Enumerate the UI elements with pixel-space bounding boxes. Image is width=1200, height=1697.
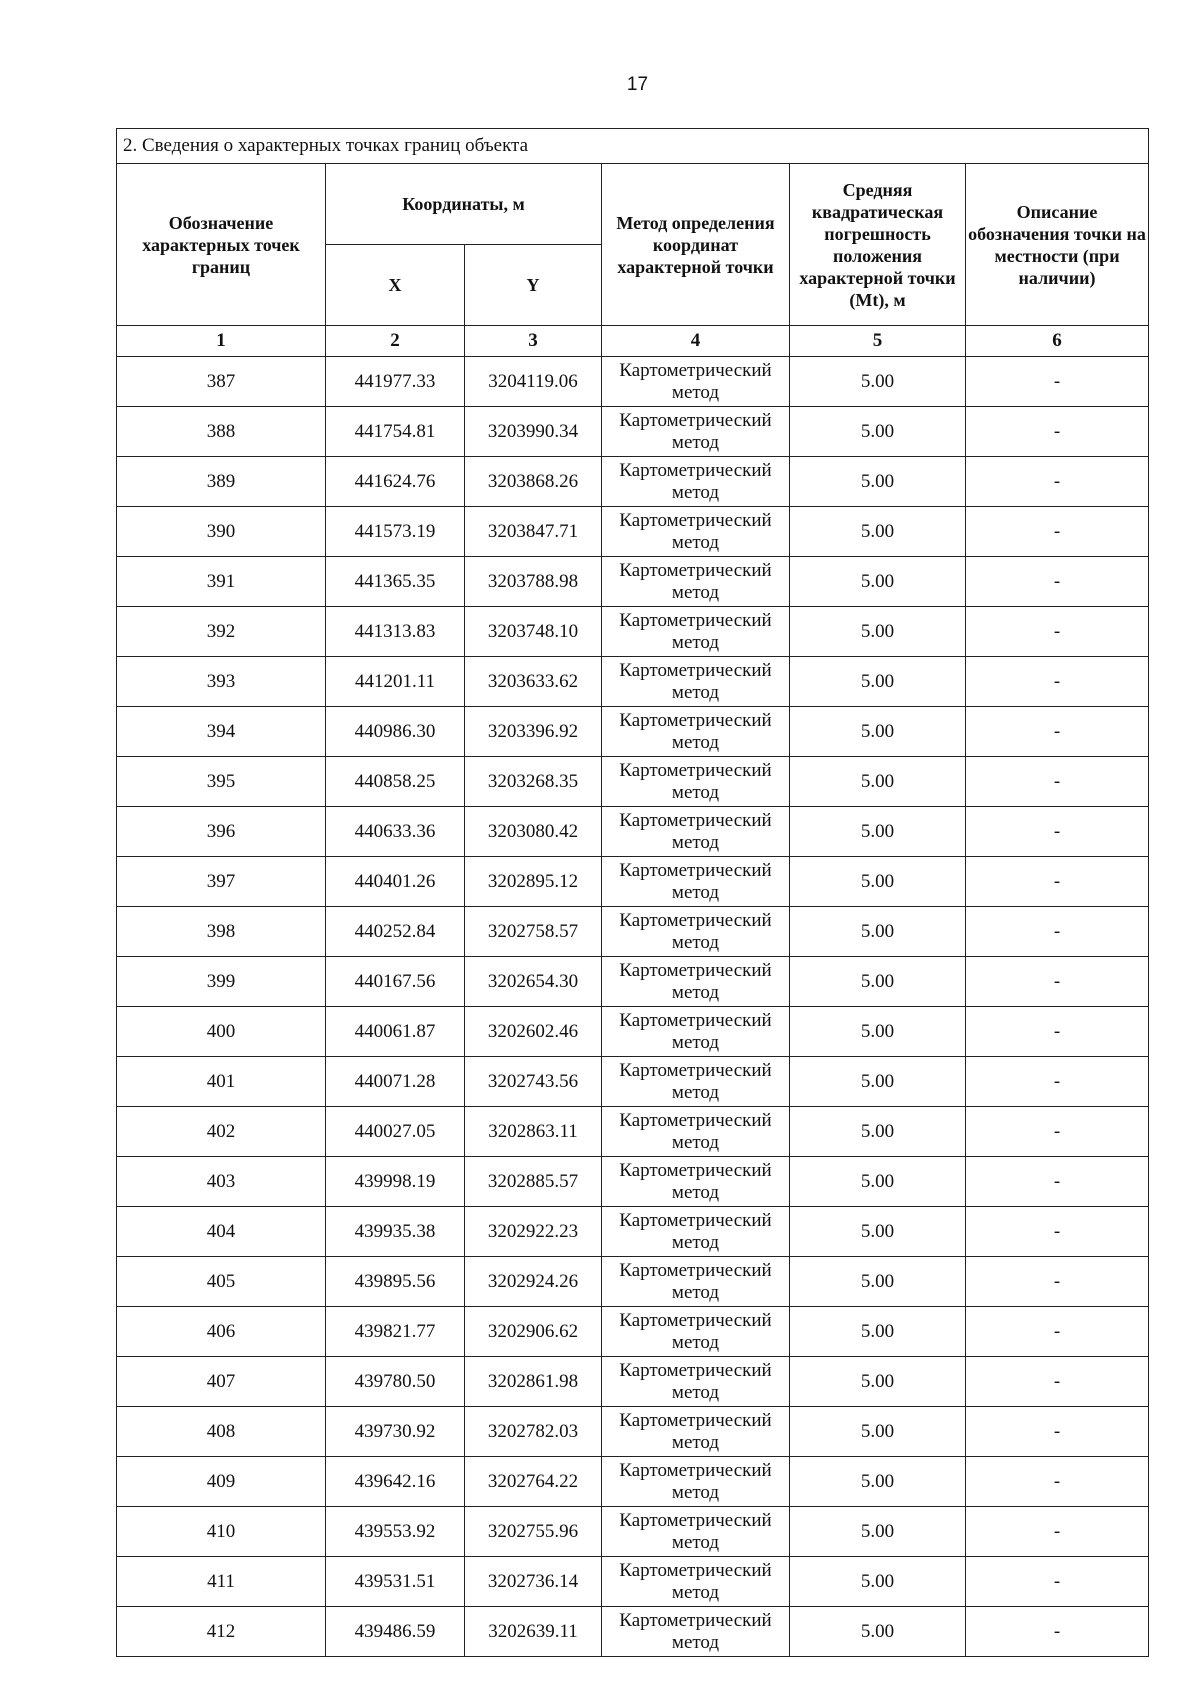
y-coordinate-cell: 3202602.46: [465, 1007, 602, 1057]
error-cell: 5.00: [790, 1507, 966, 1557]
y-coordinate-cell: 3203847.71: [465, 507, 602, 557]
error-cell: 5.00: [790, 407, 966, 457]
point-cell: 393: [117, 657, 326, 707]
point-cell: 394: [117, 707, 326, 757]
description-cell: -: [966, 757, 1149, 807]
description-cell: -: [966, 1607, 1149, 1657]
y-coordinate-cell: 3202743.56: [465, 1057, 602, 1107]
description-cell: -: [966, 1457, 1149, 1507]
description-cell: -: [966, 1557, 1149, 1607]
table-row: [117, 957, 1149, 1007]
method-cell: Картометрический метод: [602, 557, 790, 607]
header-description: Описание обозначения точки на местности (при наличии): [966, 164, 1149, 326]
x-coordinate-cell: 441365.35: [326, 557, 465, 607]
method-cell: Картометрический метод: [602, 1457, 790, 1507]
error-cell: 5.00: [790, 1207, 966, 1257]
x-coordinate-cell: 439486.59: [326, 1607, 465, 1657]
column-numbers-row: [117, 326, 1149, 357]
x-coordinate-cell: 440986.30: [326, 707, 465, 757]
table-row: [117, 657, 1149, 707]
point-cell: 391: [117, 557, 326, 607]
error-cell: 5.00: [790, 1007, 966, 1057]
error-cell: 5.00: [790, 1157, 966, 1207]
method-cell: Картометрический метод: [602, 357, 790, 407]
description-cell: -: [966, 607, 1149, 657]
description-cell: -: [966, 807, 1149, 857]
point-cell: 401: [117, 1057, 326, 1107]
description-cell: -: [966, 1307, 1149, 1357]
method-cell: Картометрический метод: [602, 957, 790, 1007]
table-row: [117, 1457, 1149, 1507]
table-row: [117, 557, 1149, 607]
error-cell: 5.00: [790, 1257, 966, 1307]
description-cell: -: [966, 707, 1149, 757]
y-coordinate-cell: 3202906.62: [465, 1307, 602, 1357]
method-cell: Картометрический метод: [602, 1157, 790, 1207]
point-cell: 412: [117, 1607, 326, 1657]
description-cell: -: [966, 857, 1149, 907]
x-coordinate-cell: 440858.25: [326, 757, 465, 807]
table-row: [117, 1007, 1149, 1057]
y-coordinate-cell: 3203788.98: [465, 557, 602, 607]
table-row: [117, 757, 1149, 807]
table-row: [117, 1357, 1149, 1407]
error-cell: 5.00: [790, 757, 966, 807]
error-cell: 5.00: [790, 1357, 966, 1407]
description-cell: -: [966, 957, 1149, 1007]
point-cell: 395: [117, 757, 326, 807]
description-cell: -: [966, 1057, 1149, 1107]
description-cell: -: [966, 1207, 1149, 1257]
point-cell: 399: [117, 957, 326, 1007]
description-cell: -: [966, 1407, 1149, 1457]
x-coordinate-cell: 440071.28: [326, 1057, 465, 1107]
method-cell: Картометрический метод: [602, 1357, 790, 1407]
error-cell: 5.00: [790, 1057, 966, 1107]
table-row: [117, 1407, 1149, 1457]
y-coordinate-cell: 3202895.12: [465, 857, 602, 907]
point-cell: 396: [117, 807, 326, 857]
point-cell: 389: [117, 457, 326, 507]
error-cell: 5.00: [790, 1457, 966, 1507]
y-coordinate-cell: 3203990.34: [465, 407, 602, 457]
y-coordinate-cell: 3204119.06: [465, 357, 602, 407]
table-row: [117, 857, 1149, 907]
method-cell: Картометрический метод: [602, 607, 790, 657]
error-cell: 5.00: [790, 557, 966, 607]
description-cell: -: [966, 407, 1149, 457]
y-coordinate-cell: 3202922.23: [465, 1207, 602, 1257]
y-coordinate-cell: 3202764.22: [465, 1457, 602, 1507]
method-cell: Картометрический метод: [602, 1607, 790, 1657]
y-coordinate-cell: 3202639.11: [465, 1607, 602, 1657]
error-cell: 5.00: [790, 1557, 966, 1607]
description-cell: -: [966, 1257, 1149, 1307]
x-coordinate-cell: 439998.19: [326, 1157, 465, 1207]
table-row: [117, 357, 1149, 407]
description-cell: -: [966, 1157, 1149, 1207]
y-coordinate-cell: 3203396.92: [465, 707, 602, 757]
page-number: 17: [626, 74, 649, 95]
column-number: 5: [790, 326, 966, 357]
y-coordinate-cell: 3202861.98: [465, 1357, 602, 1407]
method-cell: Картометрический метод: [602, 1307, 790, 1357]
column-number: 2: [326, 326, 465, 357]
column-number: 1: [117, 326, 326, 357]
y-coordinate-cell: 3202755.96: [465, 1507, 602, 1557]
method-cell: Картометрический метод: [602, 1407, 790, 1457]
section-title: 2. Сведения о характерных точках границ объекта: [117, 129, 1149, 164]
point-cell: 404: [117, 1207, 326, 1257]
column-number: 3: [465, 326, 602, 357]
error-cell: 5.00: [790, 607, 966, 657]
error-cell: 5.00: [790, 507, 966, 557]
point-cell: 402: [117, 1107, 326, 1157]
y-coordinate-cell: 3203268.35: [465, 757, 602, 807]
method-cell: Картометрический метод: [602, 857, 790, 907]
point-cell: 398: [117, 907, 326, 957]
error-cell: 5.00: [790, 1407, 966, 1457]
point-cell: 406: [117, 1307, 326, 1357]
description-cell: -: [966, 1507, 1149, 1557]
x-coordinate-cell: 439553.92: [326, 1507, 465, 1557]
table-row: [117, 1257, 1149, 1307]
x-coordinate-cell: 439531.51: [326, 1557, 465, 1607]
table-body: [117, 357, 1149, 1657]
table-row: [117, 1057, 1149, 1107]
table-row: [117, 607, 1149, 657]
method-cell: Картометрический метод: [602, 707, 790, 757]
point-cell: 397: [117, 857, 326, 907]
error-cell: 5.00: [790, 857, 966, 907]
boundary-points-section: [116, 128, 1148, 1657]
description-cell: -: [966, 907, 1149, 957]
boundary-points-table: [116, 128, 1149, 1657]
point-cell: 387: [117, 357, 326, 407]
table-row: [117, 707, 1149, 757]
x-coordinate-cell: 441754.81: [326, 407, 465, 457]
x-coordinate-cell: 439935.38: [326, 1207, 465, 1257]
y-coordinate-cell: 3202885.57: [465, 1157, 602, 1207]
x-coordinate-cell: 439730.92: [326, 1407, 465, 1457]
header-method: Метод определения координат характерной точки: [602, 164, 790, 326]
table-row: [117, 1157, 1149, 1207]
table-row: [117, 407, 1149, 457]
table-row: [117, 807, 1149, 857]
y-coordinate-cell: 3203633.62: [465, 657, 602, 707]
table-row: [117, 1507, 1149, 1557]
y-coordinate-cell: 3203748.10: [465, 607, 602, 657]
point-cell: 403: [117, 1157, 326, 1207]
x-coordinate-cell: 440252.84: [326, 907, 465, 957]
x-coordinate-cell: 441201.11: [326, 657, 465, 707]
method-cell: Картометрический метод: [602, 507, 790, 557]
header-x: X: [326, 245, 465, 326]
method-cell: Картометрический метод: [602, 407, 790, 457]
point-cell: 411: [117, 1557, 326, 1607]
x-coordinate-cell: 440401.26: [326, 857, 465, 907]
description-cell: -: [966, 457, 1149, 507]
y-coordinate-cell: 3202758.57: [465, 907, 602, 957]
y-coordinate-cell: 3203080.42: [465, 807, 602, 857]
method-cell: Картометрический метод: [602, 1557, 790, 1607]
point-cell: 388: [117, 407, 326, 457]
description-cell: -: [966, 507, 1149, 557]
y-coordinate-cell: 3202782.03: [465, 1407, 602, 1457]
x-coordinate-cell: 440061.87: [326, 1007, 465, 1057]
description-cell: -: [966, 357, 1149, 407]
x-coordinate-cell: 441977.33: [326, 357, 465, 407]
table-row: [117, 507, 1149, 557]
point-cell: 405: [117, 1257, 326, 1307]
method-cell: Картометрический метод: [602, 807, 790, 857]
table-row: [117, 457, 1149, 507]
header-point: Обозначение характерных точек границ: [117, 164, 326, 326]
header-y: Y: [465, 245, 602, 326]
point-cell: 407: [117, 1357, 326, 1407]
error-cell: 5.00: [790, 457, 966, 507]
y-coordinate-cell: 3202863.11: [465, 1107, 602, 1157]
header-error: Средняя квадратическая погрешность положения характерной точки (Mt), м: [790, 164, 966, 326]
header-row: [117, 164, 1149, 245]
error-cell: 5.00: [790, 657, 966, 707]
error-cell: 5.00: [790, 1107, 966, 1157]
description-cell: -: [966, 657, 1149, 707]
y-coordinate-cell: 3203868.26: [465, 457, 602, 507]
error-cell: 5.00: [790, 907, 966, 957]
point-cell: 400: [117, 1007, 326, 1057]
x-coordinate-cell: 439642.16: [326, 1457, 465, 1507]
method-cell: Картометрический метод: [602, 457, 790, 507]
point-cell: 392: [117, 607, 326, 657]
x-coordinate-cell: 440633.36: [326, 807, 465, 857]
description-cell: -: [966, 557, 1149, 607]
x-coordinate-cell: 440027.05: [326, 1107, 465, 1157]
x-coordinate-cell: 441313.83: [326, 607, 465, 657]
y-coordinate-cell: 3202924.26: [465, 1257, 602, 1307]
table-row: [117, 907, 1149, 957]
method-cell: Картометрический метод: [602, 757, 790, 807]
method-cell: Картометрический метод: [602, 657, 790, 707]
table-row: [117, 1607, 1149, 1657]
section-title-row: [117, 129, 1149, 164]
description-cell: -: [966, 1357, 1149, 1407]
method-cell: Картометрический метод: [602, 1507, 790, 1557]
x-coordinate-cell: 439780.50: [326, 1357, 465, 1407]
table-row: [117, 1207, 1149, 1257]
error-cell: 5.00: [790, 1307, 966, 1357]
method-cell: Картометрический метод: [602, 1007, 790, 1057]
column-number: 6: [966, 326, 1149, 357]
error-cell: 5.00: [790, 707, 966, 757]
x-coordinate-cell: 439895.56: [326, 1257, 465, 1307]
method-cell: Картометрический метод: [602, 1257, 790, 1307]
point-cell: 410: [117, 1507, 326, 1557]
y-coordinate-cell: 3202736.14: [465, 1557, 602, 1607]
x-coordinate-cell: 439821.77: [326, 1307, 465, 1357]
point-cell: 408: [117, 1407, 326, 1457]
method-cell: Картометрический метод: [602, 1107, 790, 1157]
description-cell: -: [966, 1007, 1149, 1057]
method-cell: Картометрический метод: [602, 1057, 790, 1107]
method-cell: Картометрический метод: [602, 907, 790, 957]
method-cell: Картометрический метод: [602, 1207, 790, 1257]
error-cell: 5.00: [790, 957, 966, 1007]
x-coordinate-cell: 441573.19: [326, 507, 465, 557]
point-cell: 390: [117, 507, 326, 557]
error-cell: 5.00: [790, 357, 966, 407]
table-row: [117, 1107, 1149, 1157]
table-row: [117, 1307, 1149, 1357]
y-coordinate-cell: 3202654.30: [465, 957, 602, 1007]
header-coordinates: Координаты, м: [326, 164, 602, 245]
x-coordinate-cell: 440167.56: [326, 957, 465, 1007]
table-row: [117, 1557, 1149, 1607]
description-cell: -: [966, 1107, 1149, 1157]
column-number: 4: [602, 326, 790, 357]
point-cell: 409: [117, 1457, 326, 1507]
error-cell: 5.00: [790, 1607, 966, 1657]
x-coordinate-cell: 441624.76: [326, 457, 465, 507]
error-cell: 5.00: [790, 807, 966, 857]
